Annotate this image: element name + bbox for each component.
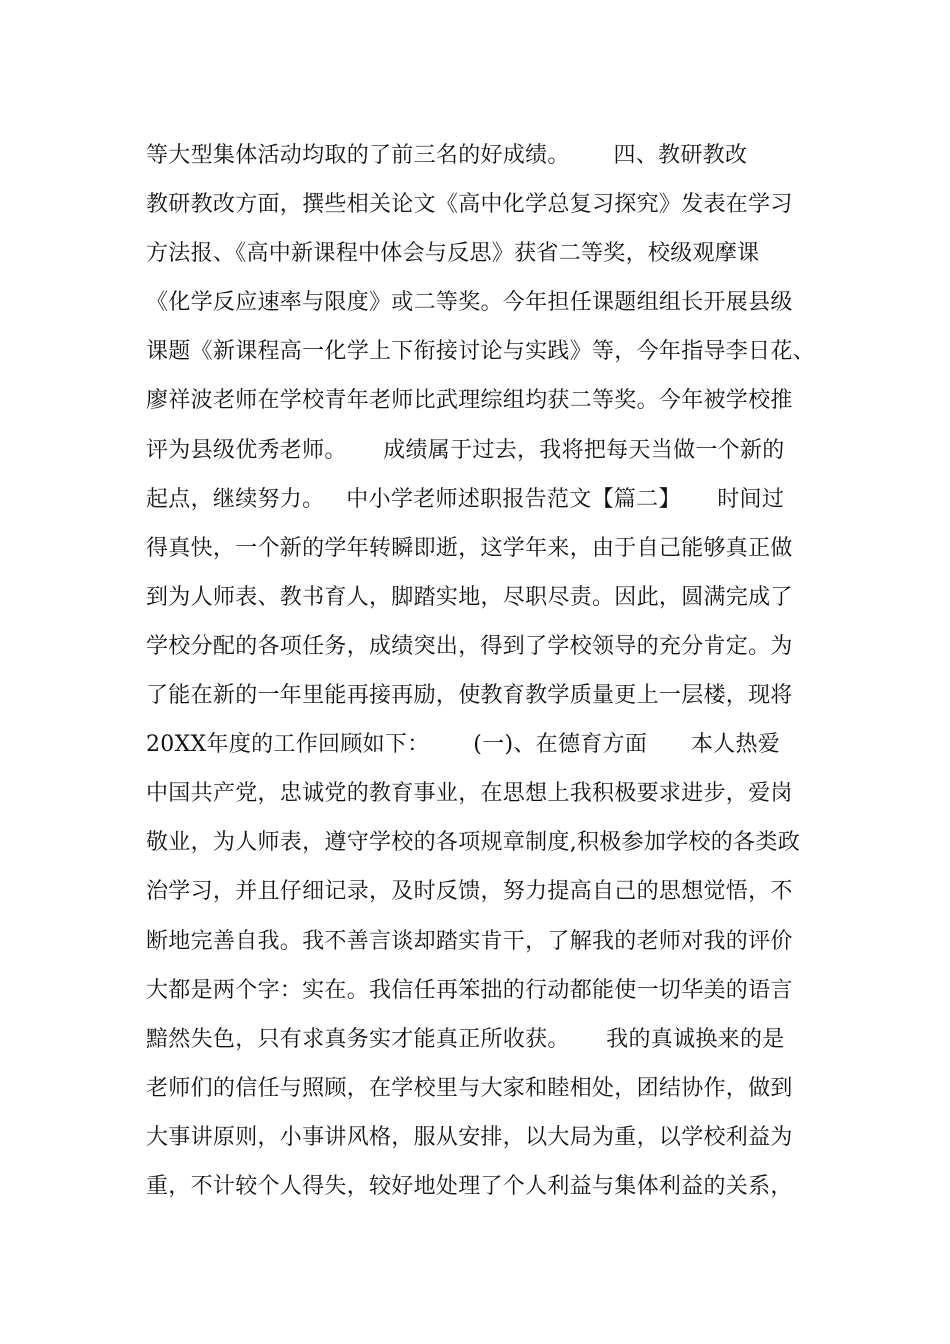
text-line: 断地完善自我。我不善言谈却踏实肯干，了解我的老师对我的评价 — [146, 928, 793, 954]
text-line: 评为县级优秀老师。 成绩属于过去，我将把每天当做一个新的 — [146, 437, 785, 463]
text-line: 敬业，为人师表，遵守学校的各项规章制度,积极参加学校的各类政 — [146, 830, 800, 856]
text-line: 老师们的信任与照顾，在学校里与大家和睦相处，团结协作，做到 — [146, 1075, 793, 1101]
text-line: 教研教改方面，撰些相关论文《高中化学总复习探究》发表在学习 — [146, 192, 793, 218]
text-line: 到为人师表、教书育人，脚踏实地，尽职尽责。因此，圆满完成了 — [146, 584, 793, 610]
text-line: 大事讲原则，小事讲风格，服从安排，以大局为重，以学校利益为 — [146, 1124, 793, 1150]
text-line: 廖祥波老师在学校青年老师比武理综组均获二等奖。今年被学校推 — [146, 388, 793, 414]
text-line: 中国共产党，忠诚党的教育事业，在思想上我积极要求进步，爱岗 — [146, 781, 793, 807]
text-line: 得真快，一个新的学年转瞬即逝，这学年来，由于自己能够真正做 — [146, 535, 793, 561]
text-line: 课题《新课程高一化学上下衔接讨论与实践》等，今年指导李日花、 — [146, 339, 816, 365]
text-line: 《化学反应速率与限度》或二等奖。今年担任课题组组长开展县级 — [146, 290, 793, 316]
text-line: 大都是两个字：实在。我信任再笨拙的行动都能使一切华美的语言 — [146, 977, 793, 1003]
text-line: 等大型集体活动均取的了前三名的好成绩。 四、教研教改 — [146, 143, 748, 168]
body-text — [146, 131, 826, 1211]
text-line: 了能在新的一年里能再接再励，使教育教学质量更上一层楼，现将 — [146, 683, 793, 709]
text-line: 起点，继续努力。 中小学老师述职报告范文【篇二】 时间过 — [146, 486, 785, 512]
text-line: 学校分配的各项任务，成绩突出，得到了学校领导的充分肯定。为 — [146, 633, 793, 659]
text-line: 黯然失色，只有求真务实才能真正所收获。 我的真诚换来的是 — [146, 1026, 785, 1052]
text-line: 治学习，并且仔细记录，及时反馈，努力提高自己的思想觉悟，不 — [146, 879, 793, 905]
text-line: 重，不计较个人得失，较好地处理了个人利益与集体利益的关系， — [146, 1173, 793, 1199]
text-line: 方法报、《高中新课程中体会与反思》获省二等奖，校级观摩课 — [146, 241, 760, 267]
text-line: 20XX年度的工作回顾如下： (一)、在德育方面 本人热爱 — [146, 732, 781, 758]
